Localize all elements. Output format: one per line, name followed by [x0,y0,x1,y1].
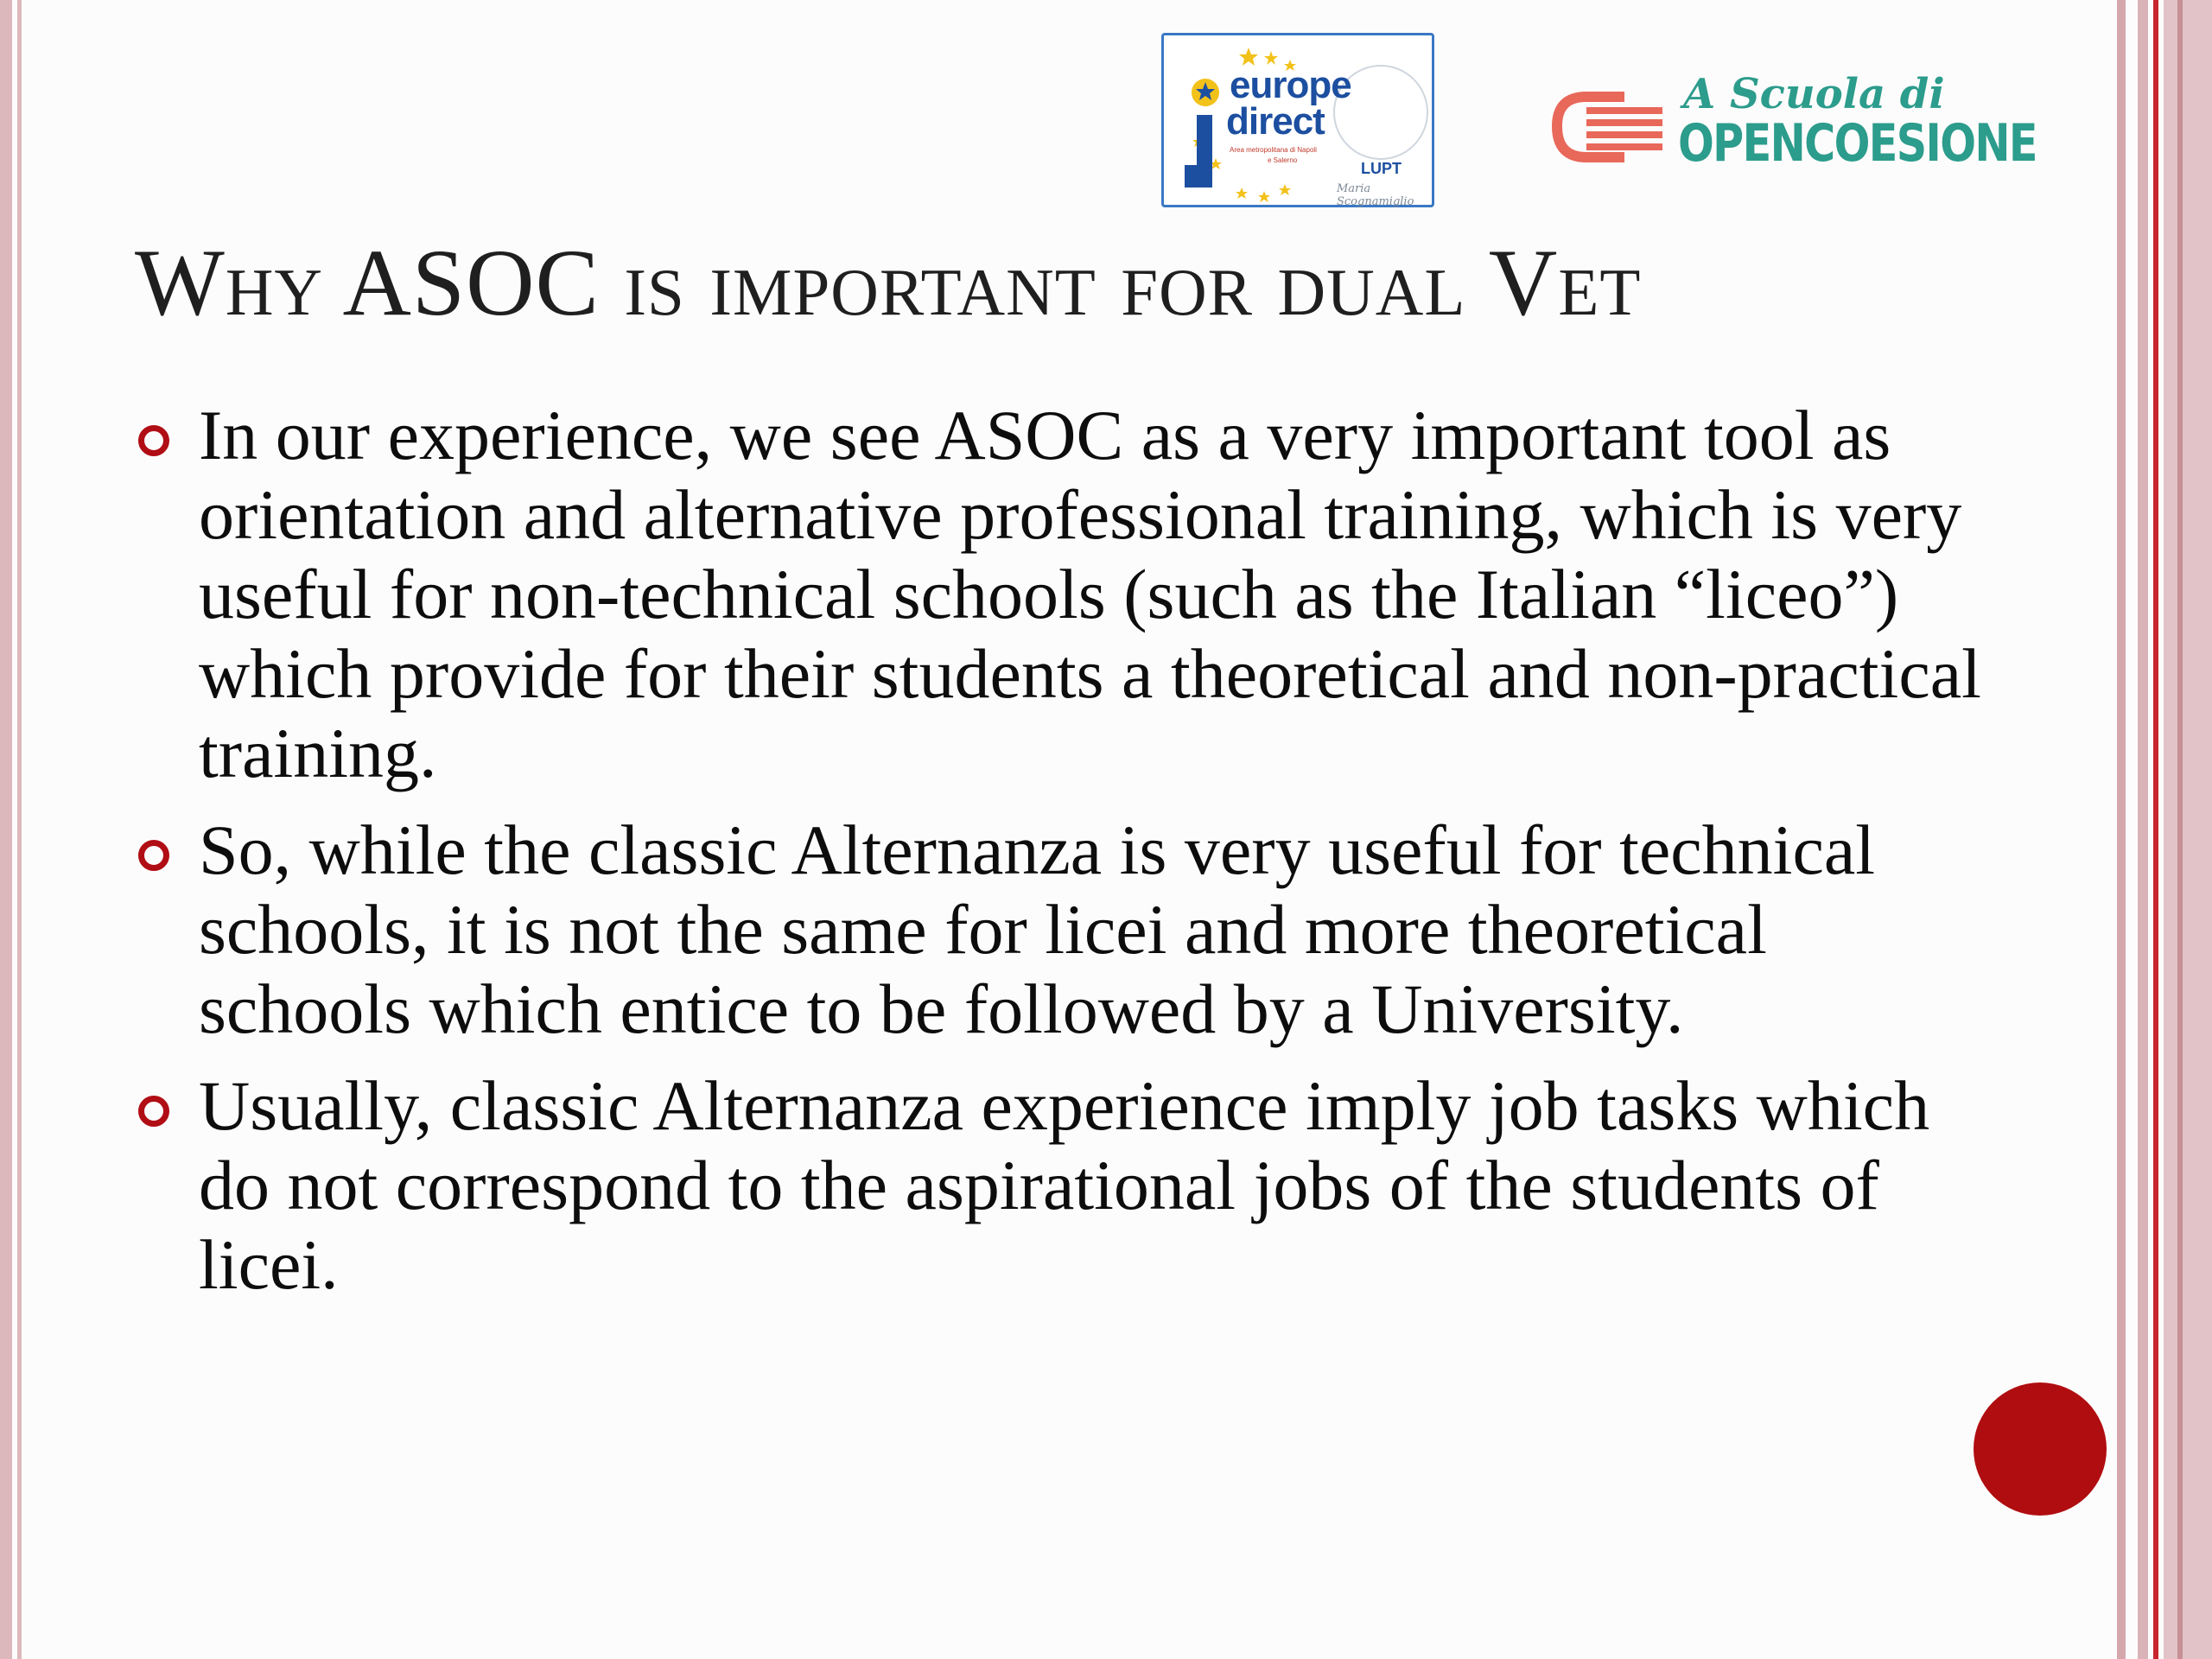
opencoesione-logo [1552,70,2037,174]
europe-direct-line2: direct [1226,100,1325,143]
europe-direct-line1: europe [1230,64,1351,106]
right-border-stripe [2153,0,2158,1659]
right-border-stripe [2164,0,2212,1659]
book-icon [1552,71,1664,171]
right-border-stripe [2138,0,2148,1659]
left-border-stripe [17,0,22,1659]
europe-direct-subtitle: e Salerno [1268,156,1298,164]
bullet-text: In our experience, we see ASOC as a very important tool as orientation and alternative professional training, which is very useful for non-technical schools (such as the Italian “liceo”) which provide for their students a theoretical and non-practical training. [199,396,1981,792]
europe-direct-logo [1161,33,1434,207]
opencoesione-line2: OPENCOESIONE [1678,113,2037,174]
bullet-list [130,396,1981,1322]
slide-title: Why ASOC is important for dual Vet [135,230,1642,335]
bullet-text: Usually, classic Alternanza experience imply job tasks which do not correspond to the aspirational jobs of the students of licei. [199,1066,1930,1304]
right-border-stripe [2177,0,2183,1659]
signature-text: Maria Scognamiglio [1337,182,1414,208]
bullet-text: So, while the classic Alternanza is very useful for technical schools, it is not the same for licei and more theoretical schools which entice to be followed by a University. [199,810,1876,1048]
lupt-label: LUPT [1361,160,1402,177]
left-border-stripe [0,0,12,1659]
decorative-red-circle [1974,1382,2107,1516]
right-border-stripe [2117,0,2126,1659]
bullet-item [130,1066,1944,1305]
bullet-ring-icon [138,425,169,456]
opencoesione-line1: A Scuola di [1683,70,1945,118]
bullet-item [130,810,1944,1049]
bullet-ring-icon [138,1096,169,1127]
europe-direct-subtitle: Area metropolitana di Napoli [1230,146,1317,154]
bullet-ring-icon [138,840,169,871]
bullet-item [130,396,1981,793]
